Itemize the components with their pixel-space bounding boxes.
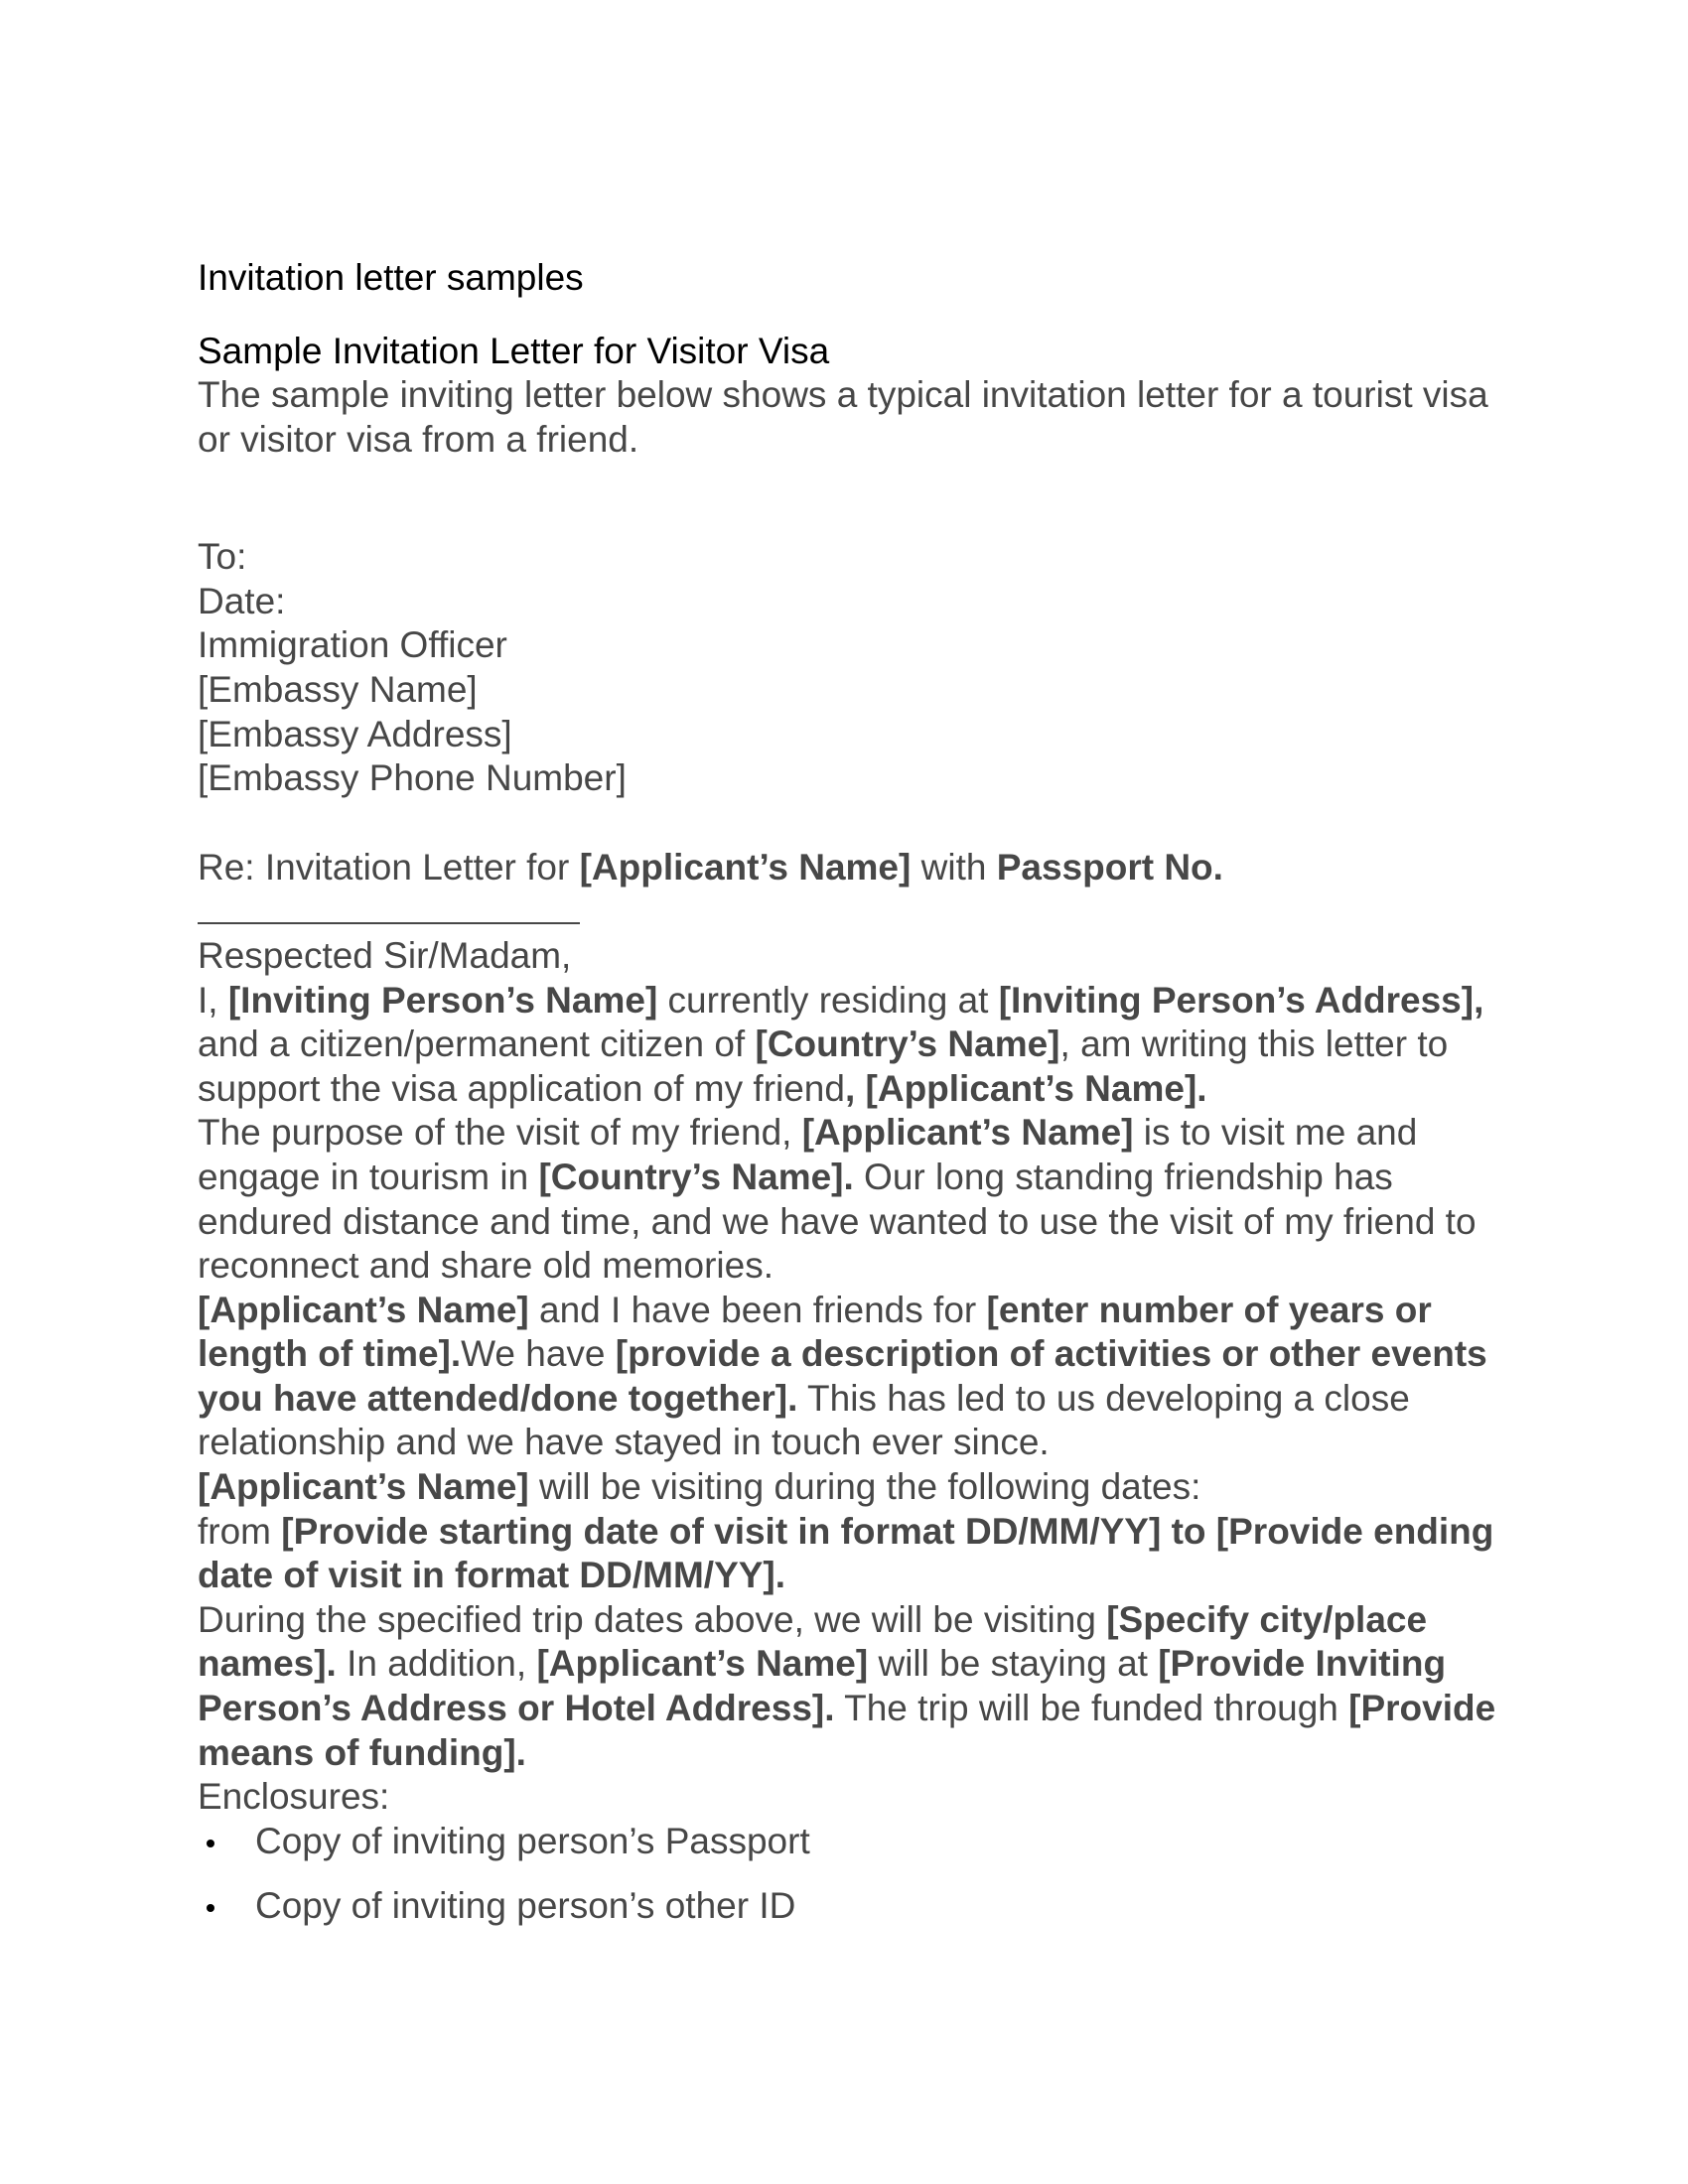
- placeholder-text: [Provide Inviting Person’s Address or Hotel Address].: [198, 1643, 1447, 1729]
- paragraph-relationship: [198, 1289, 1528, 1465]
- subject-prefix: Re: Invitation Letter for: [198, 846, 580, 887]
- text: is to visit me and engage in tourism in: [198, 1112, 1418, 1197]
- letter-title: Sample Invitation Letter for Visitor Visa: [198, 331, 830, 371]
- text: and a citizen/permanent citizen of: [198, 1024, 756, 1065]
- text: from: [198, 1510, 282, 1552]
- recipient-line: Immigration Officer: [198, 624, 507, 666]
- placeholder-text: [Applicant’s Name]: [536, 1643, 869, 1685]
- list-item-text: Copy of inviting person’s other ID: [255, 1885, 796, 1927]
- paragraph-purpose: [198, 1111, 1528, 1288]
- text: , am writing this letter to support the visa application of my friend: [198, 1024, 1449, 1109]
- paragraph-dates: [198, 1510, 1528, 1598]
- placeholder-text: [Provide means of funding].: [198, 1688, 1496, 1773]
- text: This has led to us developing a close relationship and we have stayed in touch ever since.: [198, 1377, 1410, 1463]
- subject-line: [198, 846, 1528, 890]
- embassy-phone-line: [Embassy Phone Number]: [198, 757, 627, 799]
- embassy-address-line: [Embassy Address]: [198, 713, 512, 754]
- placeholder-text: [Inviting Person’s Name]: [227, 979, 658, 1021]
- placeholder-text: [Inviting Person’s Address],: [998, 979, 1484, 1021]
- placeholder-text: [provide a description of activities or other events you have attended/done together].: [198, 1333, 1487, 1419]
- text: During the specified trip dates above, we will be visiting: [198, 1598, 1107, 1640]
- text: We have: [461, 1333, 616, 1375]
- text: will be staying at: [868, 1643, 1159, 1685]
- paragraph-dates-intro: [198, 1465, 1528, 1510]
- enclosures-label: Enclosures:: [198, 1776, 390, 1818]
- placeholder-text: [Country’s Name].: [538, 1156, 854, 1197]
- letter-body: [198, 846, 1528, 1929]
- intro-paragraph: The sample inviting letter below shows a typical invitation letter for a tourist visa or visitor visa from a friend.: [198, 374, 1488, 460]
- text: In addition,: [336, 1643, 537, 1685]
- subject-applicant: [Applicant’s Name]: [579, 846, 912, 887]
- text: currently residing at: [657, 979, 999, 1021]
- placeholder-text: [Applicant’s Name]: [198, 1466, 529, 1508]
- spacer: [198, 462, 1528, 535]
- text: and I have been friends for: [528, 1289, 987, 1330]
- placeholder-text: [Applicant’s Name]: [198, 1289, 529, 1330]
- enclosures-list: [198, 1820, 1528, 1929]
- address-block: [198, 535, 1528, 801]
- passport-number-blank: [198, 889, 1528, 934]
- list-item: [198, 1884, 1528, 1929]
- document-page: [198, 256, 1528, 1950]
- paragraph-itinerary: [198, 1598, 1528, 1775]
- paragraph-inviter: [198, 979, 1528, 1112]
- text: I,: [198, 979, 228, 1021]
- blank-rule: [198, 922, 580, 924]
- text: The purpose of the visit of my friend,: [198, 1112, 802, 1154]
- subject-middle: with: [911, 846, 997, 887]
- bullet-icon: [207, 1904, 214, 1912]
- text: The trip will be funded through: [834, 1688, 1349, 1729]
- placeholder-text: [enter number of years or length of time].: [198, 1289, 1432, 1375]
- subject-passport: Passport No.: [996, 846, 1223, 887]
- placeholder-text: [Provide starting date of visit in format DD/MM/YY] to [Provide ending date of visit in format DD/MM/YY].: [198, 1510, 1494, 1596]
- date-line: Date:: [198, 580, 286, 621]
- text: Our long standing friendship has endured distance and time, and we have wanted to use the visit of my friend to reconnect and share old memories.: [198, 1156, 1477, 1287]
- salutation: Respected Sir/Madam,: [198, 934, 572, 976]
- text: will be visiting during the following dates:: [528, 1466, 1201, 1508]
- placeholder-text: , [Applicant’s Name].: [844, 1067, 1207, 1109]
- placeholder-text: [Specify city/place names].: [198, 1598, 1428, 1685]
- bullet-icon: [207, 1840, 214, 1847]
- spacer: [198, 801, 1528, 846]
- to-line: To:: [198, 536, 247, 578]
- placeholder-text: [Applicant’s Name]: [801, 1112, 1134, 1154]
- list-item-text: Copy of inviting person’s Passport: [255, 1820, 810, 1861]
- document-title: Invitation letter samples: [198, 257, 584, 298]
- embassy-name-line: [Embassy Name]: [198, 668, 478, 710]
- list-item: [198, 1820, 1528, 1864]
- placeholder-text: [Country’s Name]: [755, 1024, 1060, 1065]
